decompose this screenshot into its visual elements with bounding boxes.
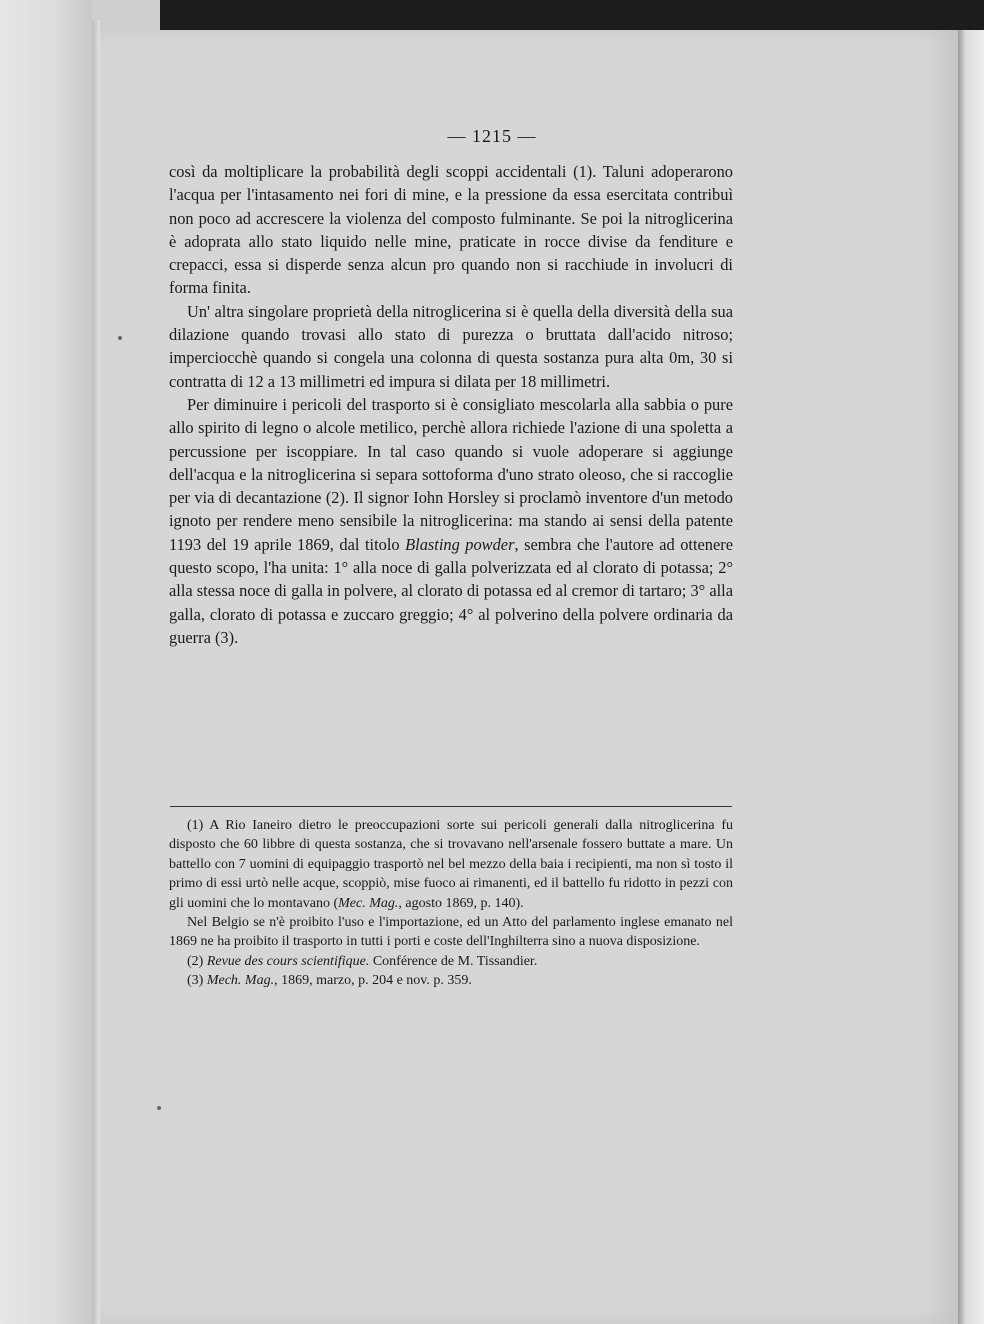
footnotes xyxy=(169,816,733,991)
footnote-rule xyxy=(170,806,732,807)
paragraph-2: Un' altra singolare proprietà della nitroglicerina si è quella della diversità della sua dilazione quando trovasi allo stato di purezza o bruttata dall'acido nitroso; imperciocchè quando si congela una colonna di questa sostanza pura alta 0m, 30 si contratta di 12 a 13 millimetri ed impura si dilata per 18 millimetri. xyxy=(169,301,733,391)
scan-top-border xyxy=(160,0,984,30)
footnote-1-continued: Nel Belgio se n'è proibito l'uso e l'importazione, ed un Atto del parlamento inglese emanato nel 1869 ne ha proibito il trasporto in tutti i porti e coste dell'Inghilterra sino a nuova disposizione. xyxy=(169,915,733,950)
footnote-2-source: Revue des cours scientifique. xyxy=(206,953,370,969)
book-gutter xyxy=(92,20,100,1324)
footnote-3-source: Mech. Mag. xyxy=(206,973,275,989)
paragraph-3: Per diminuire i pericoli del trasporto si è consigliato mescolarla alla sabbia o pure allo spirito di legno o alcole metilico, perchè allora richiede l'azione di una spoletta a percussione per iscoppiare. In tal caso quando si vuole adoperare si aggiunge dell'acqua e la nitroglicerina si separa sottoforma d'uno strato oleoso, che si raccoglie per via di decantazione (2). Il signor Iohn Horsley si proclamò inventore d'un metodo ignoto per rendere meno sensibile la nitroglicerina: ma stando ai sensi della patente 1193 del 19 aprile 1869, dal titolo Blasting powder, sembra che l'autore ad ottenere questo scopo, l'ha unita: 1° alla noce di galla polverizzata ed al clorato di potassa; 2° alla stessa noce di galla in polvere, al clorato di potassa ed al cremor di tartaro; 3° alla galla, clorato di potassa e zuccaro greggio; 4° al polverino della polvere ordinaria da guerra (3). xyxy=(169,394,733,647)
footnote-3: (3) Mech. Mag., 1869, marzo, p. 204 e nov. p. 359. xyxy=(187,973,472,989)
footnote-1: (1) A Rio Ianeiro dietro le preoccupazioni sorte sui pericoli generali dalla nitroglicerina fu disposto che 60 libbre di questa sostanza, che si trovavano nell'arsenale fossero buttate a mare. Un battello con 7 uomini di equipaggio trasportò nel bel mezzo della baia i recipienti, ma non sì tosto il primo di essi urtò nelle acque, scoppiò, mise fuoco ai rimanenti, ed il battello fu ridotto in pezzi con gli uomini che lo montavano (Mec. Mag., agosto 1869, p. 140). xyxy=(169,818,733,911)
scan-speck xyxy=(157,1106,161,1110)
paragraph-1: così da moltiplicare la probabilità degli scoppi accidentali (1). Taluni adoperarono l'acqua per l'intasamento nei fori di mine, e la pressione da essa esercitata contribuì non poco ad accrescere la violenza del composto fulminante. Se poi la nitroglicerina è adoprata allo stato liquido nelle mine, praticate in rocce divise da fenditure e crepacci, essa si disperde senza alcun pro quando non si racchiude in involucri di forma finita. xyxy=(169,162,733,298)
main-text xyxy=(169,160,733,649)
patent-title: Blasting powder xyxy=(405,534,515,554)
footnote-2: (2) Revue des cours scientifique. Conférence de M. Tissandier. xyxy=(187,953,538,969)
page-right-edge xyxy=(958,30,984,1324)
scan-left-margin xyxy=(0,0,92,1324)
scan-speck xyxy=(118,336,122,340)
footnote-1-source: Mec. Mag. xyxy=(338,895,399,911)
page-number: — 1215 — xyxy=(447,126,537,146)
